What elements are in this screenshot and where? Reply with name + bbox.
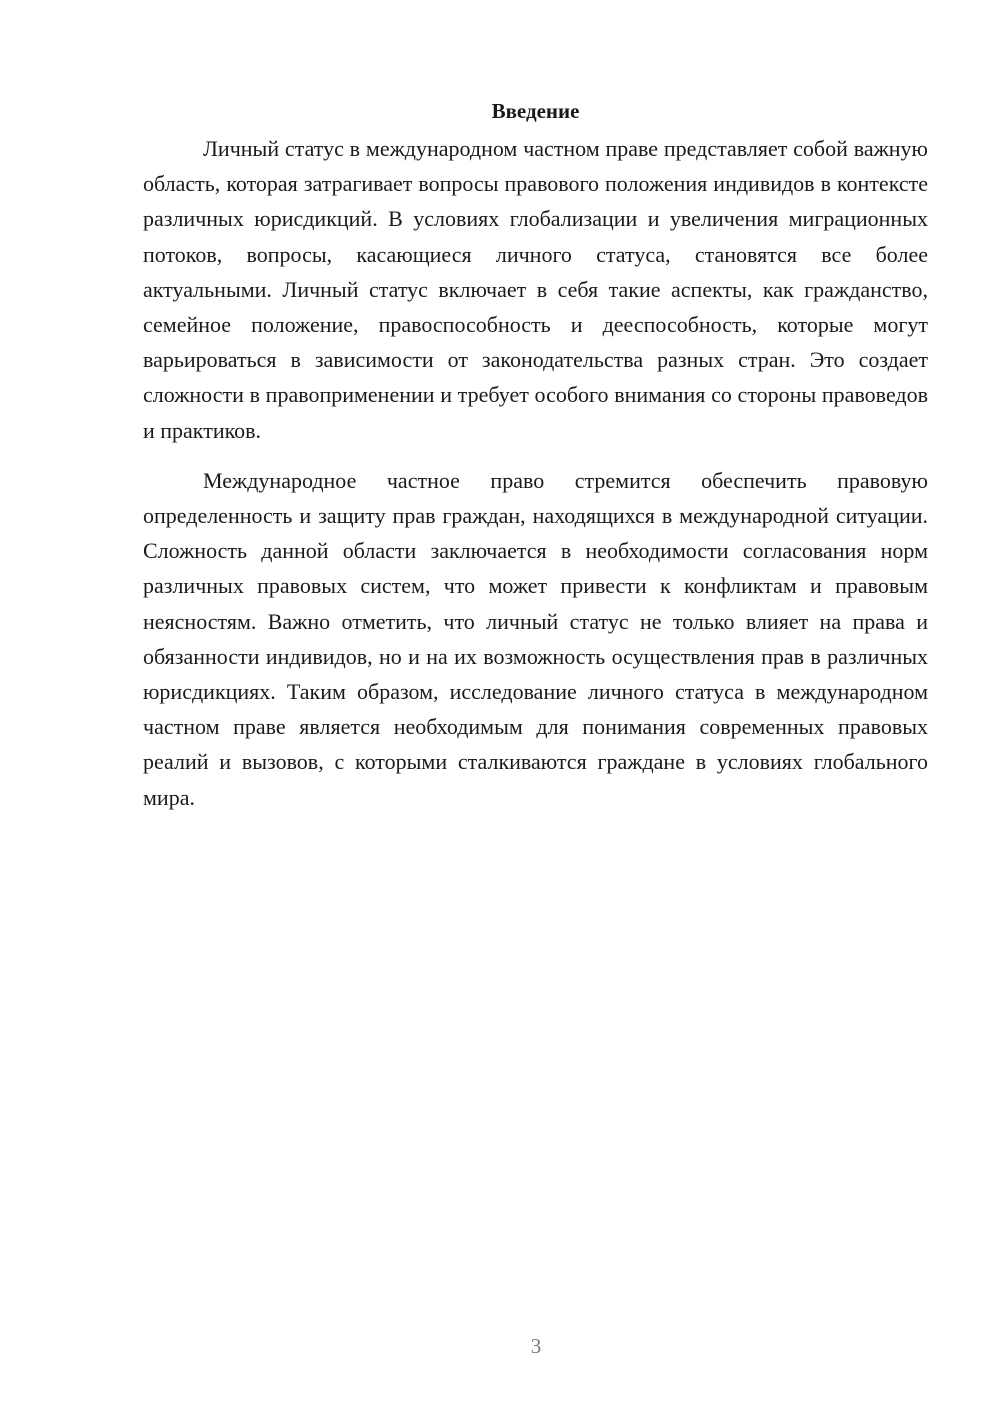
page-number: 3 [530, 1334, 542, 1358]
section-heading: Введение [491, 99, 580, 123]
paragraph-2: Международное частное право стремится обеспечить правовую определенность и защиту прав граждан, находящихся в международной ситуации. Сложность данной области заключается в необходимости согласования норм различных правовых систем, что может привести к конфликтам и правовым неясностям. Важно отметить, что личный статус не только влияет на права и обязанности индивидов, но и на их возможность осуществления прав в различных юрисдикциях. Таким образом, исследование личного статуса в международном частном праве является необходимым для понимания современных правовых реалий и вызовов, с которыми сталкиваются граждане в условиях глобального мира. [143, 467, 928, 810]
document-body [143, 96, 928, 815]
paragraph-1: Личный статус в международном частном праве представляет собой важную область, которая затрагивает вопросы правового положения индивидов в контексте различных юрисдикций. В условиях глобализации и увеличения миграционных потоков, вопросы, касающиеся личного статуса, становятся все более актуальными. Личный статус включает в себя такие аспекты, как гражданство, семейное положение, правоспособность и дееспособность, которые могут варьироваться в зависимости от законодательства разных стран. Это создает сложности в правоприменении и требует особого внимания со стороны правоведов и практиков. [143, 136, 928, 443]
